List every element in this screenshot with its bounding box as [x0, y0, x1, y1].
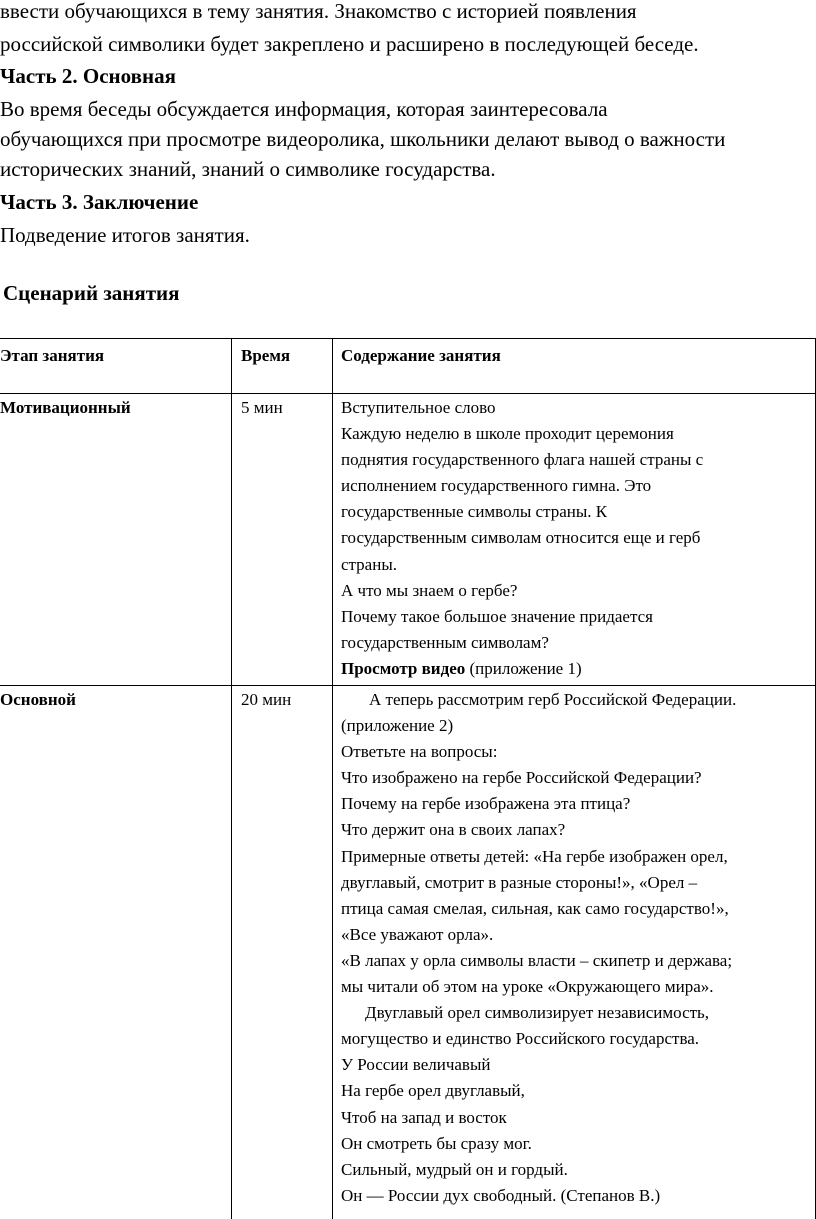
- content-line: Что изображено на гербе Российской Федерации?: [341, 768, 702, 788]
- part3-text-line: Подведение итогов занятия.: [0, 223, 250, 247]
- poem-line: У России величавый: [341, 1055, 491, 1075]
- content-line: А теперь рассмотрим герб Российской Федерации.: [369, 690, 737, 709]
- content-line: государственным символам относится еще и герб: [341, 528, 701, 548]
- scenario-title: Сценарий занятия: [3, 281, 180, 305]
- part2-text-line: исторических знаний, знаний о символике государства.: [0, 157, 496, 181]
- header-time: Время: [241, 346, 291, 365]
- stage-cell: Основной: [0, 690, 76, 709]
- content-line: государственные символы страны. К: [341, 502, 608, 522]
- video-line: [341, 656, 703, 682]
- video-appendix: (приложение 1): [465, 658, 582, 678]
- poem-line: Он смотреть бы сразу мог.: [341, 1133, 532, 1153]
- content-line: А что мы знаем о гербе?: [341, 580, 518, 600]
- content-line: Почему такое большое значение придается: [341, 606, 653, 626]
- poem-line: Сильный, мудрый он и гордый.: [341, 1159, 568, 1179]
- content-line: Ответьте на вопросы:: [341, 742, 498, 762]
- content-line: Примерные ответы детей: «На гербе изображен орел,: [341, 846, 728, 866]
- part3-heading: Часть 3. Заключение: [0, 190, 199, 214]
- content-cell: [341, 395, 703, 682]
- content-line: «Все уважают орла».: [341, 924, 494, 944]
- poem-line: Он — России дух свободный. (Степанов В.): [341, 1185, 661, 1205]
- content-line: мы читали об этом на уроке «Окружающего мира».: [341, 977, 714, 997]
- part2-heading: Часть 2. Основная: [0, 64, 176, 88]
- content-line: Что держит она в своих лапах?: [341, 820, 566, 840]
- content-line: страны.: [341, 554, 397, 574]
- intro-text-line: ввести обучающихся в тему занятия. Знакомство с историей появления: [0, 0, 637, 23]
- content-line: (приложение 2): [341, 716, 454, 736]
- part2-text-line: Во время беседы обсуждается информация, которая заинтересовала: [0, 97, 608, 121]
- table-row-divider: [0, 393, 816, 394]
- table-col-divider: [332, 338, 333, 1219]
- poem-line: На гербе орел двуглавый,: [341, 1081, 525, 1101]
- content-line: Каждую неделю в школе проходит церемония: [341, 424, 674, 444]
- content-line: двуглавый, смотрит в разные стороны!», «Орел –: [341, 872, 698, 892]
- table-border-top: [0, 338, 816, 339]
- content-line: Почему на гербе изображена эта птица?: [341, 794, 631, 814]
- time-cell: 20 мин: [241, 690, 292, 709]
- time-cell: 5 мин: [241, 398, 283, 417]
- video-label: Просмотр видео: [341, 658, 466, 678]
- intro-text-line: российской символики будет закреплено и расширено в последующей беседе.: [0, 32, 699, 56]
- content-line: исполнением государственного гимна. Это: [341, 476, 652, 496]
- content-cell: [341, 687, 736, 1209]
- stage-cell: Мотивационный: [0, 398, 131, 417]
- content-line: поднятия государственного флага нашей страны с: [341, 450, 704, 470]
- content-line: государственным символам?: [341, 632, 549, 652]
- part2-text-line: обучающихся при просмотре видеоролика, школьники делают вывод о важности: [0, 127, 726, 151]
- content-line: Двуглавый орел символизирует независимость,: [365, 1003, 710, 1023]
- content-line: могущество и единство Российского государства.: [341, 1029, 700, 1049]
- table-row-divider: [0, 685, 816, 686]
- header-content: Содержание занятия: [341, 346, 501, 365]
- content-line: Вступительное слово: [341, 398, 496, 417]
- poem-line: Чтоб на запад и восток: [341, 1107, 507, 1127]
- content-line: птица самая смелая, сильная, как само государство!»,: [341, 898, 729, 918]
- header-stage: Этап занятия: [0, 346, 105, 365]
- content-line: «В лапах у орла символы власти – скипетр и держава;: [341, 950, 733, 970]
- table-col-divider: [231, 338, 232, 1219]
